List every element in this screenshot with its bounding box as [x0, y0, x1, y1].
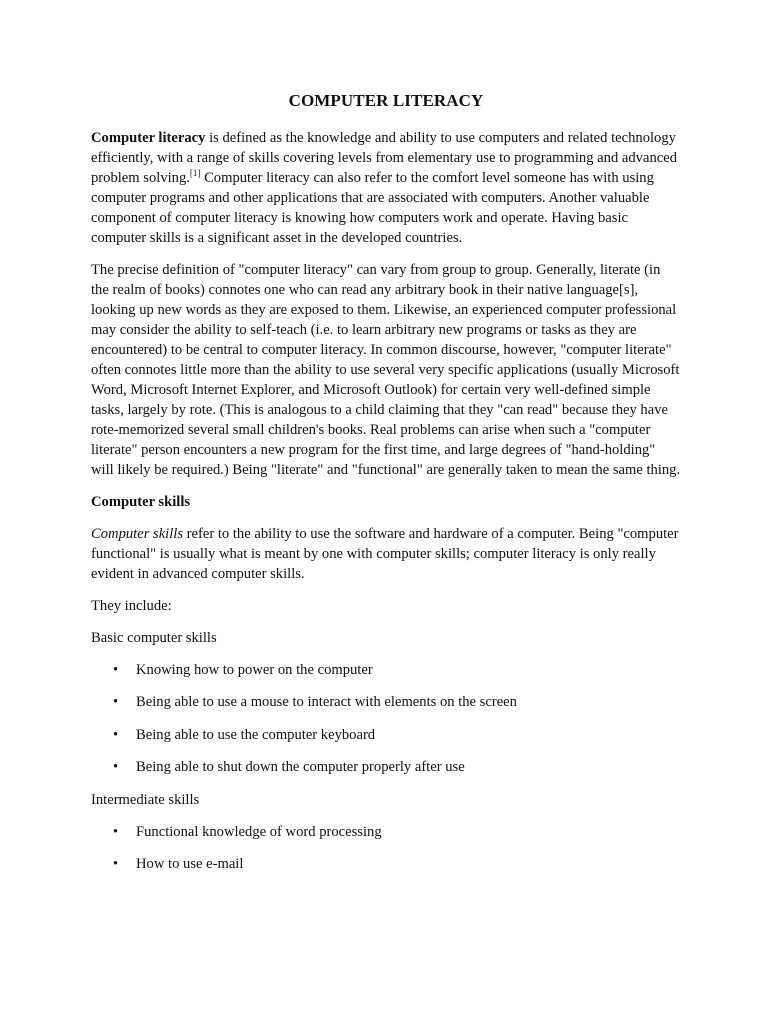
section-heading-computer-skills — [91, 492, 681, 512]
list-item — [91, 725, 681, 745]
citation-link[interactable]: [1] — [189, 168, 201, 178]
intro-text-a: is defined as the knowledge and ability to use computers and related technology efficiently, with a range of skills covering levels from elementary use to programming and advanced problem solving. — [91, 130, 677, 186]
list-item-text: Functional knowledge of word processing — [136, 823, 382, 840]
they-include-text: They include: — [91, 598, 172, 614]
skills-lead-term: Computer skills — [91, 526, 184, 542]
intro-paragraph — [91, 128, 681, 248]
document-title: COMPUTER LITERACY — [288, 91, 484, 110]
list-item-text: How to use e-mail — [136, 855, 244, 872]
bullet-icon: • — [113, 662, 119, 678]
list-item-text: Being able to use the computer keyboard — [136, 726, 376, 743]
list-item-text: Being able to shut down the computer properly after use — [136, 759, 465, 776]
list-item — [91, 692, 681, 712]
list-item — [91, 854, 681, 874]
bullet-icon: • — [113, 823, 119, 840]
bullet-icon: • — [113, 759, 119, 776]
section-heading-text: Computer skills — [91, 494, 191, 510]
intermediate-skills-heading: Intermediate skills — [91, 791, 200, 808]
intro-text-b: Computer literacy can also refer to the comfort level someone has with using computer programs and other applications that are associated with computers. Another valuable component of computer literacy is knowing how computers work and operate. Having basic computer skills is a significant asset in the developed countries. — [91, 170, 654, 246]
basic-skills-heading: Basic computer skills — [91, 630, 217, 646]
list-item-text: Being able to use a mouse to interact with elements on the screen — [136, 694, 517, 711]
definition-paragraph: The precise definition of "computer literacy" can vary from group to group. Generally, literate (in the realm of books) connotes one who can read any arbitrary book in their native language[s], looking up new words as they are exposed to them. Likewise, an experienced computer professional may consider the ability to self-teach (i.e. to learn arbitrary new programs or tasks as they are encountered) to be central to computer literacy. In common discourse, however, "computer literate" often connotes little more than the ability to use several very specific applications (usually Microsoft Word, Microsoft Internet Explorer, and Microsoft Outlook) for certain very well-defined simple tasks, largely by rote. (This is analogous to a child claiming that they "can read" because they have rote-memorized several small children's books. Real problems can arise when such a "computer literate" person encounters a new program for the first time, and large degrees of "hand-holding" will likely be required.) Being "literate" and "functional" are generally taken to mean the same thing. — [91, 262, 681, 478]
list-item — [91, 757, 681, 777]
document-page — [91, 90, 681, 886]
bullet-icon: • — [113, 726, 119, 743]
list-item-text: Knowing how to power on the computer — [136, 662, 373, 678]
skills-paragraph — [91, 524, 681, 584]
list-item — [91, 660, 681, 680]
intermediate-skills-list — [91, 822, 681, 874]
list-item — [91, 822, 681, 842]
intro-lead-term: Computer literacy — [91, 130, 206, 146]
bullet-icon: • — [113, 694, 119, 711]
basic-skills-list — [91, 660, 681, 777]
bullet-icon: • — [113, 855, 119, 872]
skills-text: refer to the ability to use the software and hardware of a computer. Being "computer functional" is usually what is meant by one with computer skills; computer literacy is only really evident in advanced computer skills. — [91, 526, 679, 582]
